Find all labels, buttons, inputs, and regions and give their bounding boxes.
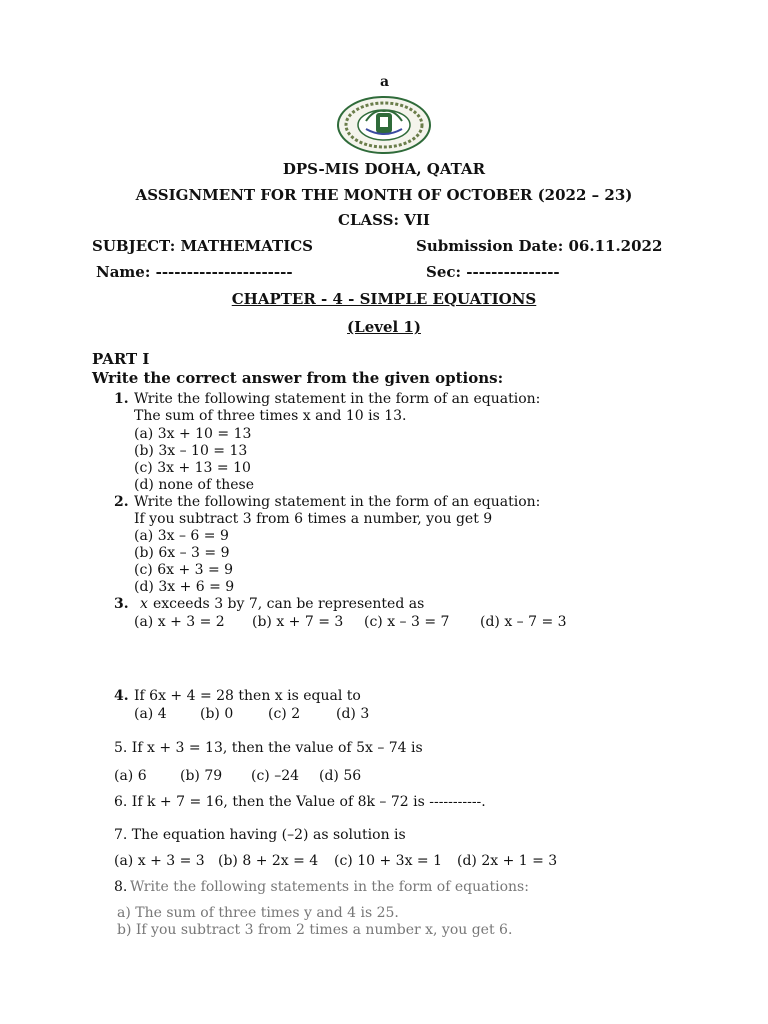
q1-option-d: (d) none of these <box>134 477 254 493</box>
q2-statement: If you subtract 3 from 6 times a number, you get 9 <box>134 511 493 527</box>
q4-option-a: (a) 4 <box>134 706 167 722</box>
school-emblem-icon <box>336 95 432 155</box>
q2-option-d: (d) 3x + 6 = 9 <box>134 579 235 595</box>
q3-option-d: (d) x – 7 = 3 <box>480 614 567 630</box>
q1-option-c: (c) 3x + 13 = 10 <box>134 460 251 476</box>
school-logo <box>336 95 432 155</box>
q7-option-a: (a) x + 3 = 3 <box>114 853 205 869</box>
section-field: Sec: --------------- <box>426 263 560 281</box>
part-instruction: Write the correct answer from the given options: <box>92 369 504 387</box>
q8-text: Write the following statements in the form of equations: <box>130 879 529 895</box>
q3-text: exceeds 3 by 7, can be represented as <box>153 596 425 612</box>
q8-number: 8. <box>114 879 128 895</box>
q1-number: 1. <box>114 391 129 407</box>
q1-statement: The sum of three times x and 10 is 13. <box>134 408 407 424</box>
q1-option-a: (a) 3x + 10 = 13 <box>134 426 252 442</box>
class-label: CLASS: VII <box>338 211 430 229</box>
school-name: DPS-MIS DOHA, QATAR <box>282 160 486 178</box>
q7-option-b: (b) 8 + 2x = 4 <box>218 853 319 869</box>
q8-item-a: a) The sum of three times y and 4 is 25. <box>117 905 399 921</box>
q1-option-b: (b) 3x – 10 = 13 <box>134 443 248 459</box>
q3-option-c: (c) x – 3 = 7 <box>364 614 450 630</box>
q6-text: 6. If k + 7 = 16, then the Value of 8k – 72 is -----------. <box>114 794 486 810</box>
q2-option-c: (c) 6x + 3 = 9 <box>134 562 234 578</box>
q8-item-b: b) If you subtract 3 from 2 times a number x, you get 6. <box>117 922 513 938</box>
q4-number: 4. <box>114 688 129 704</box>
level-label: (Level 1) <box>347 318 421 336</box>
q7-option-d: (d) 2x + 1 = 3 <box>457 853 558 869</box>
q2-option-a: (a) 3x – 6 = 9 <box>134 528 229 544</box>
q2-text: Write the following statement in the form of an equation: <box>134 494 541 510</box>
q7-option-c: (c) 10 + 3x = 1 <box>334 853 443 869</box>
q4-option-d: (d) 3 <box>336 706 370 722</box>
q2-option-b: (b) 6x – 3 = 9 <box>134 545 230 561</box>
q4-text: If 6x + 4 = 28 then x is equal to <box>134 688 361 704</box>
q5-option-c: (c) –24 <box>251 768 300 784</box>
q3-number: 3. <box>114 596 129 612</box>
q3-option-b: (b) x + 7 = 3 <box>252 614 344 630</box>
chapter-title: CHAPTER - 4 - SIMPLE EQUATIONS <box>231 290 537 308</box>
q4-option-b: (b) 0 <box>200 706 234 722</box>
name-field: Name: ---------------------- <box>96 263 293 281</box>
top-mark: a <box>380 74 390 90</box>
q3-option-a: (a) x + 3 = 2 <box>134 614 225 630</box>
q5-option-d: (d) 56 <box>319 768 362 784</box>
q4-option-c: (c) 2 <box>268 706 301 722</box>
q5-option-b: (b) 79 <box>180 768 223 784</box>
subject-label: SUBJECT: MATHEMATICS <box>92 237 314 255</box>
assignment-title: ASSIGNMENT FOR THE MONTH OF OCTOBER (2022 – 23) <box>135 186 633 204</box>
q2-number: 2. <box>114 494 129 510</box>
q3-variable: x <box>140 596 148 612</box>
q7-text: 7. The equation having (–2) as solution is <box>114 827 406 843</box>
q5-option-a: (a) 6 <box>114 768 147 784</box>
q5-text: 5. If x + 3 = 13, then the value of 5x – 74 is <box>114 740 423 756</box>
q1-text: Write the following statement in the form of an equation: <box>134 391 541 407</box>
submission-date: Submission Date: 06.11.2022 <box>416 237 663 255</box>
part-title: PART I <box>92 350 150 368</box>
